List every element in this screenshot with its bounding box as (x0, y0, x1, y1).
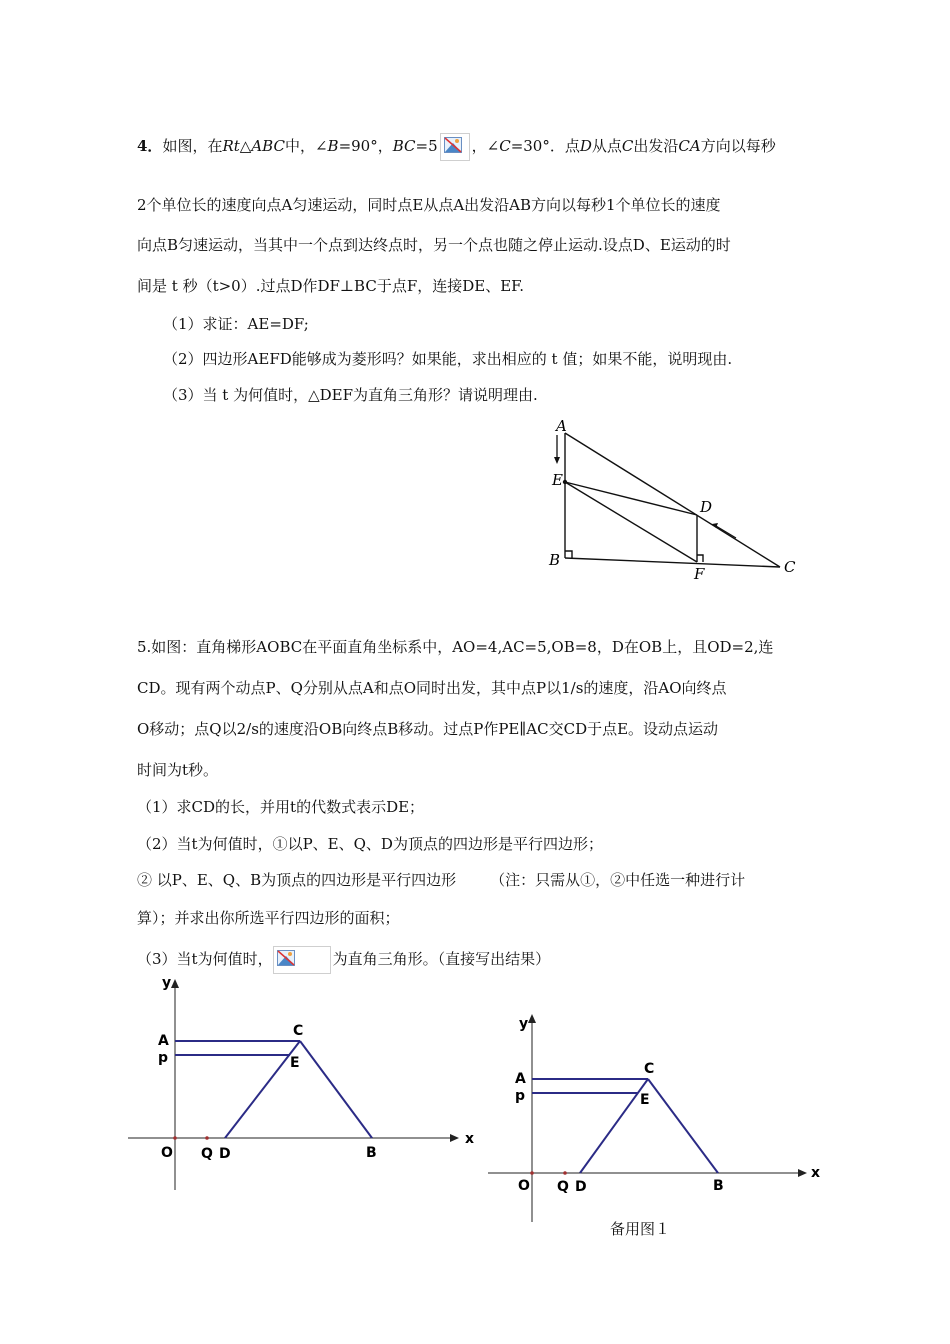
x-axis-arrow-icon (798, 1169, 807, 1177)
point-o (530, 1171, 534, 1175)
broken-image-icon (273, 946, 331, 974)
p4-line4: 间是 t 秒（t>0）.过点D作DF⊥BC于点F，连接DE、EF. (137, 277, 524, 295)
label-c: C (784, 558, 796, 576)
arrow-a-down-icon (554, 435, 560, 464)
point-o (173, 1136, 177, 1140)
p5-spare-graph (485, 1010, 830, 1225)
p5-line3: O移动；点Q以2/s的速度沿OB向终点B移动。过点P作PE∥AC交CD于点E。设动点运动 (137, 720, 719, 738)
label-o: O (518, 1178, 530, 1194)
label-y: y (162, 975, 172, 991)
label-c: C (293, 1023, 304, 1039)
trapezoid-lines (532, 1079, 718, 1173)
point-e (563, 480, 567, 484)
spare-figure-caption: 备用图１ (610, 1220, 671, 1238)
x-axis-arrow-icon (450, 1134, 459, 1142)
label-p: p (515, 1088, 526, 1104)
right-angle-f (697, 555, 703, 562)
label-b: B (366, 1145, 377, 1161)
label-a: A (158, 1033, 169, 1049)
label-e: E (640, 1092, 650, 1108)
label-e: E (290, 1055, 300, 1071)
label-e: E (552, 471, 563, 489)
label-c: C (644, 1061, 655, 1077)
label-q: Q (557, 1179, 569, 1195)
p5-question-3: （3）当t为何值时， 为直角三角形。（直接写出结果） (137, 946, 550, 974)
segment-cb (300, 1041, 372, 1138)
segment-ed (565, 482, 697, 515)
label-d: D (575, 1179, 587, 1195)
broken-image-icon (440, 133, 470, 161)
label-q: Q (201, 1146, 213, 1162)
label-a: A (515, 1071, 526, 1087)
p5-line4: 时间为t秒。 (137, 761, 219, 779)
p5-question-2c: 算）；并求出你所选平行四边形的面积； (137, 909, 400, 927)
label-d: D (219, 1146, 231, 1162)
label-x: x (811, 1165, 821, 1181)
p4-triangle-figure (540, 415, 810, 595)
p4-number: 4． (137, 137, 163, 155)
label-b: B (713, 1178, 724, 1194)
p4-line3: 向点B匀速运动，当其中一个点到达终点时，另一个点也随之停止运动.设点D、E运动的时 (137, 236, 731, 254)
p5-coordinate-graph (125, 975, 485, 1195)
p5-question-2b: ② 以P、E、Q、B为顶点的四边形是平行四边形 （注：只需从①，②中任选一种进行计 (137, 871, 746, 889)
label-a: A (556, 417, 567, 435)
label-b: B (549, 551, 561, 569)
trapezoid-lines (175, 1041, 372, 1138)
p4-question-3: （3）当 t 为何值时，△DEF为直角三角形？请说明理由. (163, 386, 538, 404)
p4-line2: 2个单位长的速度向点A匀速运动，同时点E从点A出发沿AB方向以每秒1个单位长的速度 (137, 196, 721, 214)
segment-bc (565, 558, 780, 567)
point-q (205, 1136, 209, 1140)
point-q (563, 1171, 567, 1175)
label-y: y (519, 1016, 529, 1032)
segment-cb (648, 1079, 718, 1173)
p5-line2: CD。现有两个动点P、Q分别从点A和点O同时出发，其中点P以1/s的速度，沿AO向终点 (137, 679, 727, 697)
label-o: O (161, 1145, 173, 1161)
p5-question-2a: （2）当t为何值时，①以P、E、Q、D为顶点的四边形是平行四边形； (137, 835, 603, 853)
label-f: F (694, 565, 705, 583)
y-axis-arrow-icon (171, 979, 179, 988)
label-x: x (465, 1131, 475, 1147)
p4-question-1: （1）求证：AE=DF; (163, 315, 309, 333)
p4-question-2: （2）四边形AEFD能够成为菱形吗？如果能，求出相应的 t 值；如果不能，说明现由. (163, 350, 733, 368)
p5-line1: 5.如图：直角梯形AOBC在平面直角坐标系中，AO=4,AC=5,OB=8，D在OB上，且OD=2,连 (137, 638, 774, 656)
label-d: D (700, 498, 713, 516)
right-angle-b (565, 551, 572, 558)
p5-question-1: （1）求CD的长，并用t的代数式表示DE； (137, 798, 425, 816)
p4-line1: 4．如图，在Rt△ABC中，∠B=90°，BC=5 ，∠C=30°．点D从点C出发沿CA方向以每秒 (137, 133, 776, 161)
y-axis-arrow-icon (528, 1014, 536, 1023)
segment-ef (565, 482, 697, 562)
label-p: p (158, 1050, 169, 1066)
arrow-toward-a-icon (712, 523, 736, 538)
